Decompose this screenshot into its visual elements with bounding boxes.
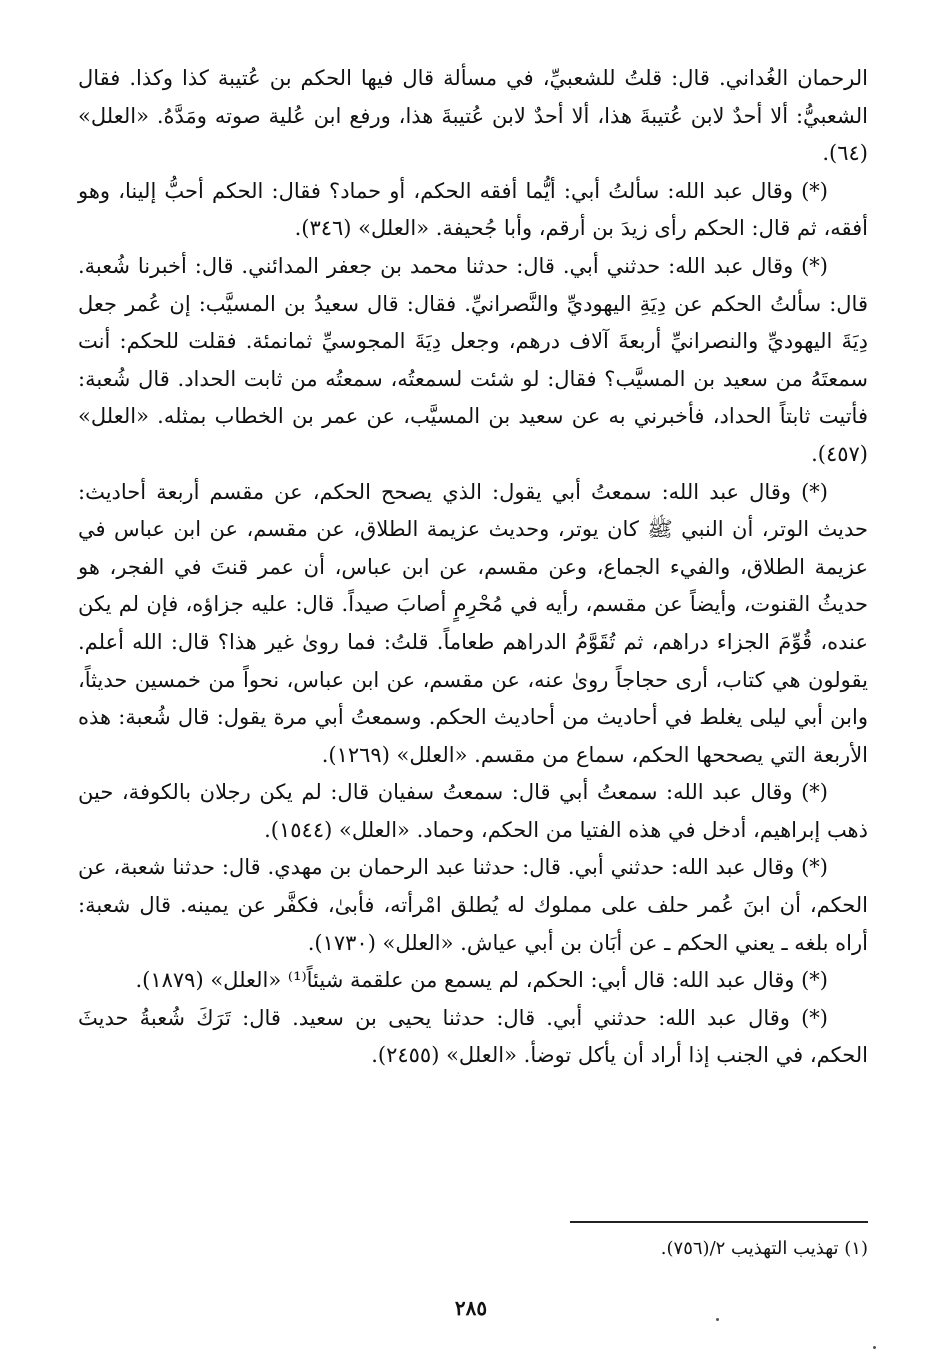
- footnote-divider: [570, 1221, 868, 1223]
- paragraph-5: (*) وقال عبد الله: سمعتُ أبي قال: سمعتُ سفيان قال: لم يكن رجلان بالكوفة، حين ذهب إبراهيم، أدخل في هذه الفتيا من الحكم، وحماد. «العلل» (١٥٤٤).: [78, 780, 868, 842]
- footnote: (١) تهذيب التهذيب ٢/(٧٥٦).: [660, 1238, 868, 1259]
- paragraph-2: (*) وقال عبد الله: سألتُ أبي: أيُّما أفقه الحكم، أو حماد؟ فقال: الحكم أحبُّ إلينا، وهو أفقه، ثم قال: الحكم رأى زيدَ بن أرقم، وأبا جُحيفة. «العلل» (٣٤٦).: [78, 178, 868, 241]
- scan-speck: [873, 1346, 876, 1349]
- paragraph-6: (*) وقال عبد الله: حدثني أبي. قال: حدثنا عبد الرحمان بن مهدي. قال: حدثنا شعبة، عن الحكم، أن ابنَ عُمر حلف على مملوك له يُطلق امْرأته، فأبىٰ، فكفَّر عن يمينه. قال شعبة: أراه بلغه ـ يعني الحكم ـ عن أبَان بن أبي عياش. «العلل» (١٧٣٠).: [78, 855, 868, 955]
- paragraph-3: (*) وقال عبد الله: حدثني أبي. قال: حدثنا محمد بن جعفر المدائني. قال: أخبرنا شُعبة. قال: سألتُ الحكم عن دِيَةِ اليهوديِّ والنَّصرانيِّ. فقال: قال سعيدُ بن المسيَّب: إن عُمر جعل دِيَةَ اليهوديِّ والنصرانيِّ أربعةَ آلاف درهم، وجعل دِيَةَ المجوسيِّ ثمانمئة. فقلت للحكم: أنت سمعتَهُ من سعيد بن المسيَّب؟ فقال: لو شئت لسمعتُه، سمعتُه من ثابت الحداد. قال شُعبة: فأتيت ثابتاً الحداد، فأخبرني به عن سعيد بن المسيَّب، عن عمر بن الخطاب بمثله. «العلل» (٤٥٧).: [78, 253, 868, 466]
- paragraph-7: (*) وقال عبد الله: قال أبي: الحكم، لم يسمع من علقمة شيئاً⁽¹⁾ «العلل» (١٨٧٩).: [135, 968, 828, 993]
- paragraph-1: الرحمان الغُداني. قال: قلتُ للشعبيِّ، في مسألة قال فيها الحكم بن عُتيبة كذا وكذا. فقال الشعبيُّ: ألا أحدٌ لابن عُتيبةَ هذا، ألا أحدٌ لابن عُتيبةَ هذا، ورفع ابن عُلية صوته ومَدَّهُ. «العلل» (٦٤).: [78, 66, 868, 166]
- paragraph-8: (*) وقال عبد الله: حدثني أبي. قال: حدثنا يحيى بن سعيد. قال: تَرَكَ شُعبةُ حديثَ الحكم، في الجنب إذا أراد أن يأكل توضأ. «العلل» (٢٤٥٥).: [78, 1005, 868, 1068]
- page-number: ٢٨٥: [454, 1296, 488, 1320]
- paragraph-4: (*) وقال عبد الله: سمعتُ أبي يقول: الذي يصحح الحكم، عن مقسم أربعة أحاديث: حديث الوتر، أن النبي ﷺ كان يوتر، وحديث عزيمة الطلاق، عن مقسم، عن ابن عباس في عزيمة الطلاق، والفيء الجماع، وعن مقسم، عن ابن عباس، أن عمر قنتَ في الفجر، هو حديثُ القنوت، وأيضاً عن مقسم، رأيه في مُحْرِمٍ أصابَ صيداً. قال: عليه جزاؤه، فإن لم يكن عنده، قُوِّمَ الجزاء دراهم، ثم تُقَوَّمُ الدراهم طعاماً. قلتُ: فما روىٰ غير هذا؟ قال: الله أعلم. يقولون هي كتاب، أرى حجاجاً روىٰ عنه، عن مقسم، عن ابن عباس، نحواً من خمسين حديثاً، وابن أبي ليلى يغلط في أحاديث من أحاديث الحكم. وسمعتُ أبي مرة يقول: قال شُعبة: هذه الأربعة التي يصححها الحكم، سماع من مقسم. «العلل» (١٢٦٩).: [78, 479, 868, 767]
- main-text: [78, 60, 868, 1075]
- scan-speck: [716, 1318, 719, 1321]
